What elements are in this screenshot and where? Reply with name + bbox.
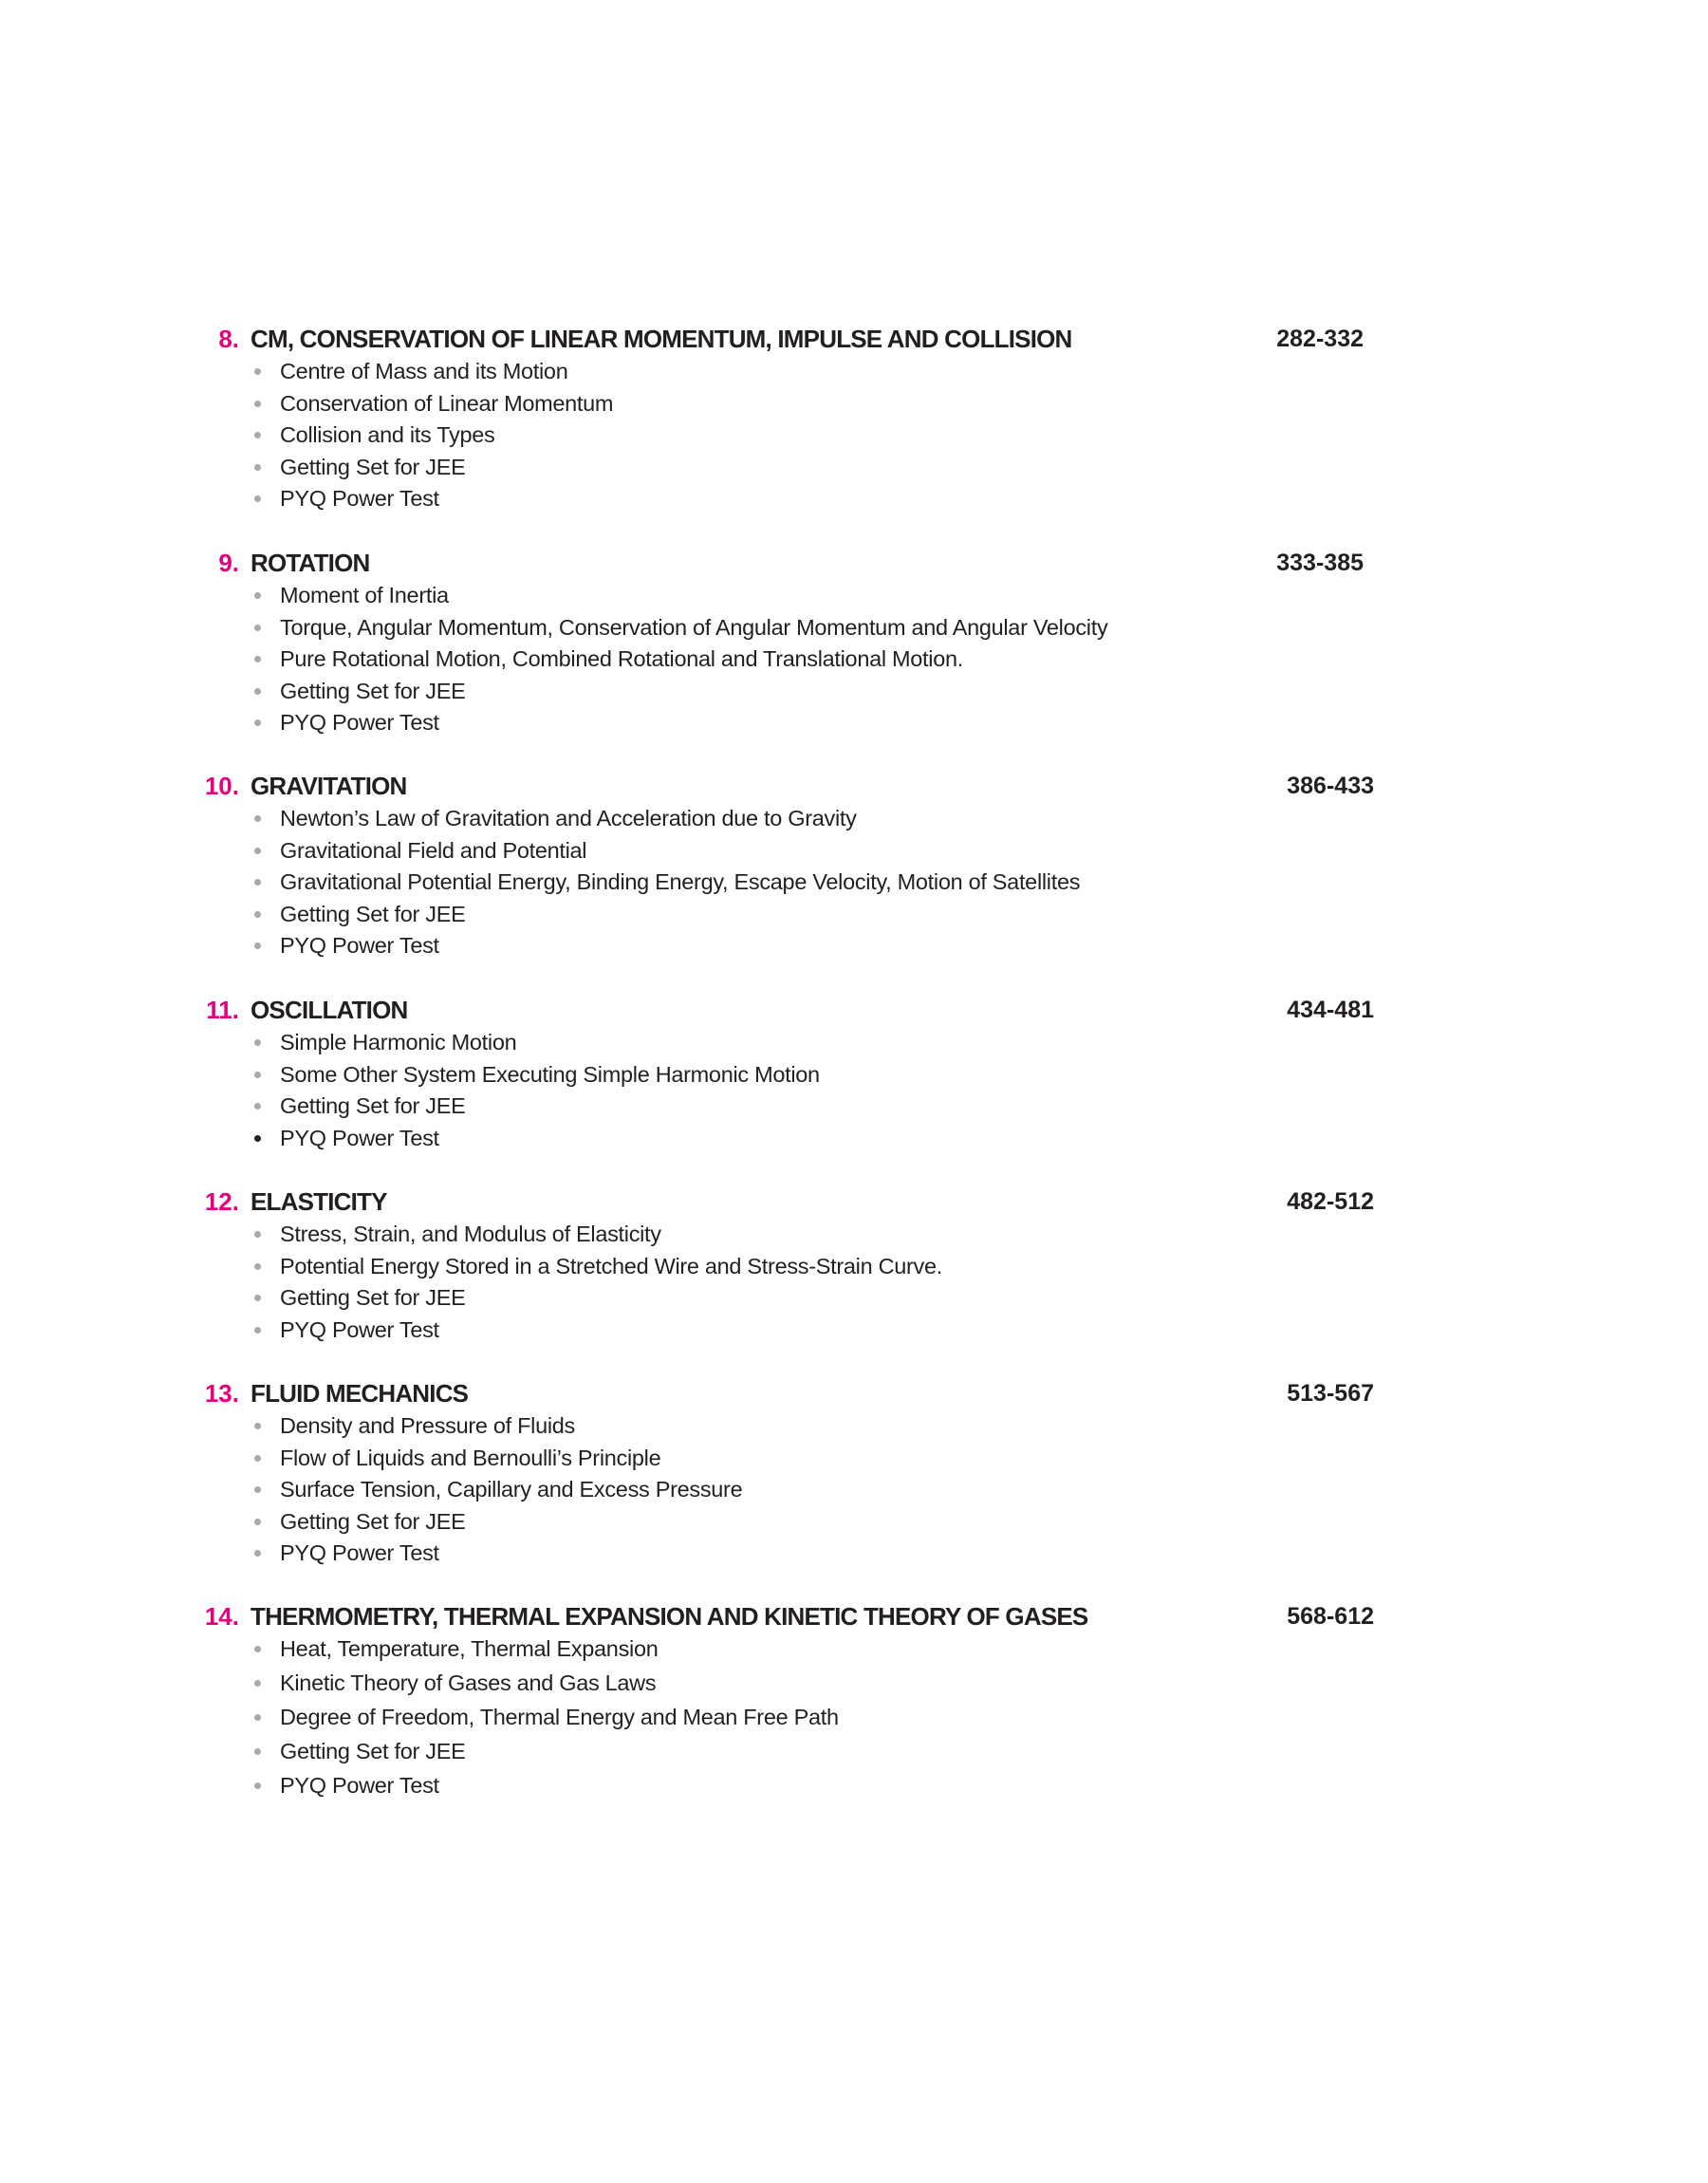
chapter-number: 14. [204, 1602, 239, 1631]
bullet-icon [254, 1423, 261, 1429]
topic-label[interactable]: Getting Set for JEE [280, 1285, 466, 1311]
topic-item [0, 1091, 1708, 1123]
topic-label[interactable]: Moment of Inertia [280, 583, 449, 607]
chapter-page-range: 282-332 [1276, 326, 1364, 352]
topic-item [0, 420, 1708, 452]
topic-item [0, 803, 1708, 835]
bullet-icon [254, 688, 261, 695]
chapter-title[interactable]: FLUID MECHANICS [251, 1379, 469, 1408]
bullet-icon [254, 1231, 261, 1238]
topic-label[interactable]: Torque, Angular Momentum, Conservation of Angular Momentum and Angular Velocity [280, 614, 1108, 640]
topic-list [0, 803, 1708, 962]
chapter-heading [0, 994, 1708, 1026]
bullet-icon [254, 625, 261, 631]
bullet-icon [254, 1039, 261, 1046]
topic-label[interactable]: Gravitational Field and Potential [280, 837, 587, 863]
chapter-title[interactable]: ELASTICITY [251, 1187, 387, 1216]
topic-label[interactable]: Newton’s Law of Gravitation and Acceleration due to Gravity [280, 806, 857, 830]
topic-item [0, 1059, 1708, 1092]
topic-label[interactable]: Getting Set for JEE [280, 1739, 466, 1763]
topic-item [0, 1251, 1708, 1283]
bullet-icon [254, 1486, 261, 1493]
topic-item [0, 1219, 1708, 1251]
topic-item [0, 1668, 1708, 1702]
chapter-title[interactable]: GRAVITATION [251, 772, 407, 800]
chapter-heading [0, 1377, 1708, 1409]
topic-label[interactable]: Some Other System Executing Simple Harmonic Motion [280, 1061, 820, 1087]
topic-item [0, 1702, 1708, 1736]
chapter-title[interactable]: OSCILLATION [251, 996, 408, 1024]
topic-item [0, 1770, 1708, 1804]
topic-item [0, 452, 1708, 484]
bullet-icon [254, 942, 261, 949]
chapter-number: 8. [218, 325, 239, 353]
topic-label[interactable]: Pure Rotational Motion, Combined Rotational and Translational Motion. [280, 646, 963, 672]
bullet-icon [254, 592, 261, 599]
chapter-number: 13. [204, 1379, 239, 1408]
bullet-icon [254, 1327, 261, 1334]
bullet-icon [254, 1135, 261, 1142]
topic-item [0, 835, 1708, 868]
topic-item [0, 580, 1708, 612]
topic-item [0, 1736, 1708, 1770]
topic-label[interactable]: Conservation of Linear Momentum [280, 390, 614, 416]
topic-label[interactable]: Stress, Strain, and Modulus of Elasticity [280, 1222, 661, 1246]
topic-item [0, 483, 1708, 515]
bullet-icon [254, 368, 261, 375]
topic-item [0, 1027, 1708, 1059]
topic-label[interactable]: Getting Set for JEE [280, 1093, 466, 1119]
chapter-page-range: 434-481 [1287, 997, 1374, 1023]
topic-item [0, 1315, 1708, 1347]
chapter-heading [0, 323, 1708, 355]
chapter-title[interactable]: CM, CONSERVATION OF LINEAR MOMENTUM, IMPULSE AND COLLISION [251, 325, 1072, 353]
topic-item [0, 1123, 1708, 1155]
bullet-icon [254, 1646, 261, 1652]
bullet-icon [254, 432, 261, 438]
topic-label[interactable]: Heat, Temperature, Thermal Expansion [280, 1636, 659, 1661]
topic-label[interactable]: Degree of Freedom, Thermal Energy and Mean Free Path [280, 1705, 839, 1729]
bullet-icon [254, 656, 261, 662]
topic-item [0, 1538, 1708, 1570]
topic-item [0, 899, 1708, 931]
bullet-icon [254, 879, 261, 886]
topic-list [0, 1633, 1708, 1804]
topic-item [0, 1443, 1708, 1475]
bullet-icon [254, 401, 261, 407]
topic-label[interactable]: PYQ Power Test [280, 710, 439, 736]
topic-label[interactable]: PYQ Power Test [280, 1773, 439, 1798]
chapter-page-range: 568-612 [1287, 1603, 1374, 1630]
chapter-title[interactable]: THERMOMETRY, THERMAL EXPANSION AND KINETIC THEORY OF GASES [251, 1602, 1088, 1631]
bullet-icon [254, 1072, 261, 1078]
topic-list [0, 356, 1708, 515]
topic-label[interactable]: Kinetic Theory of Gases and Gas Laws [280, 1670, 657, 1695]
topic-label[interactable]: Centre of Mass and its Motion [280, 359, 568, 383]
topic-label[interactable]: PYQ Power Test [280, 486, 439, 512]
bullet-icon [254, 1714, 261, 1721]
topic-item [0, 707, 1708, 739]
topic-label[interactable]: PYQ Power Test [280, 1540, 439, 1566]
topic-label[interactable]: Getting Set for JEE [280, 454, 466, 479]
bullet-icon [254, 1263, 261, 1270]
topic-label[interactable]: PYQ Power Test [280, 933, 439, 959]
topic-item [0, 1282, 1708, 1315]
chapter-number: 12. [204, 1187, 239, 1216]
topic-item [0, 676, 1708, 708]
bullet-icon [254, 1295, 261, 1301]
bullet-icon [254, 1550, 261, 1557]
topic-item [0, 356, 1708, 388]
bullet-icon [254, 1748, 261, 1755]
topic-label[interactable]: Density and Pressure of Fluids [280, 1413, 576, 1438]
bullet-icon [254, 719, 261, 726]
bullet-icon [254, 1103, 261, 1110]
topic-label[interactable]: Surface Tension, Capillary and Excess Pressure [280, 1477, 743, 1502]
topic-label[interactable]: Getting Set for JEE [280, 678, 466, 703]
chapter-number: 10. [204, 772, 239, 800]
topic-label[interactable]: Collision and its Types [280, 422, 495, 448]
topic-item [0, 867, 1708, 899]
topic-label[interactable]: Simple Harmonic Motion [280, 1030, 517, 1054]
topic-label[interactable]: PYQ Power Test [280, 1125, 439, 1150]
bullet-icon [254, 464, 261, 471]
chapter-number: 9. [218, 549, 239, 577]
topic-label[interactable]: Potential Energy Stored in a Stretched Wire and Stress-Strain Curve. [280, 1253, 942, 1278]
topic-label[interactable]: Getting Set for JEE [280, 901, 466, 926]
bullet-icon [254, 848, 261, 854]
chapter-page-range: 482-512 [1287, 1188, 1374, 1215]
chapter-number: 11. [206, 996, 239, 1024]
chapter-heading [0, 1185, 1708, 1218]
chapter-heading [0, 770, 1708, 802]
topic-item [0, 388, 1708, 420]
chapter-page-range: 333-385 [1276, 550, 1364, 576]
topic-item [0, 930, 1708, 962]
topic-item [0, 1506, 1708, 1539]
topic-list [0, 580, 1708, 739]
bullet-icon [254, 1519, 261, 1525]
bullet-icon [254, 815, 261, 822]
bullet-icon [254, 1680, 261, 1687]
chapter-page-range: 513-567 [1287, 1380, 1374, 1407]
chapter-title[interactable]: ROTATION [251, 549, 370, 577]
topic-label[interactable]: Gravitational Potential Energy, Binding Energy, Escape Velocity, Motion of Satellites [280, 869, 1081, 895]
topic-item [0, 644, 1708, 676]
topic-label[interactable]: Flow of Liquids and Bernoulli’s Principle [280, 1445, 661, 1470]
bullet-icon [254, 911, 261, 918]
chapter-page-range: 386-433 [1287, 773, 1374, 799]
topic-label[interactable]: Getting Set for JEE [280, 1508, 466, 1534]
topic-list [0, 1410, 1708, 1570]
topic-list [0, 1027, 1708, 1154]
topic-list [0, 1219, 1708, 1346]
bullet-icon [254, 495, 261, 502]
chapter-heading [0, 547, 1708, 579]
topic-item [0, 612, 1708, 644]
topic-item [0, 1474, 1708, 1506]
topic-item [0, 1410, 1708, 1443]
topic-label[interactable]: PYQ Power Test [280, 1316, 439, 1342]
chapter-heading [0, 1600, 1708, 1633]
topic-item [0, 1633, 1708, 1668]
bullet-icon [254, 1455, 261, 1462]
bullet-icon [254, 1782, 261, 1789]
